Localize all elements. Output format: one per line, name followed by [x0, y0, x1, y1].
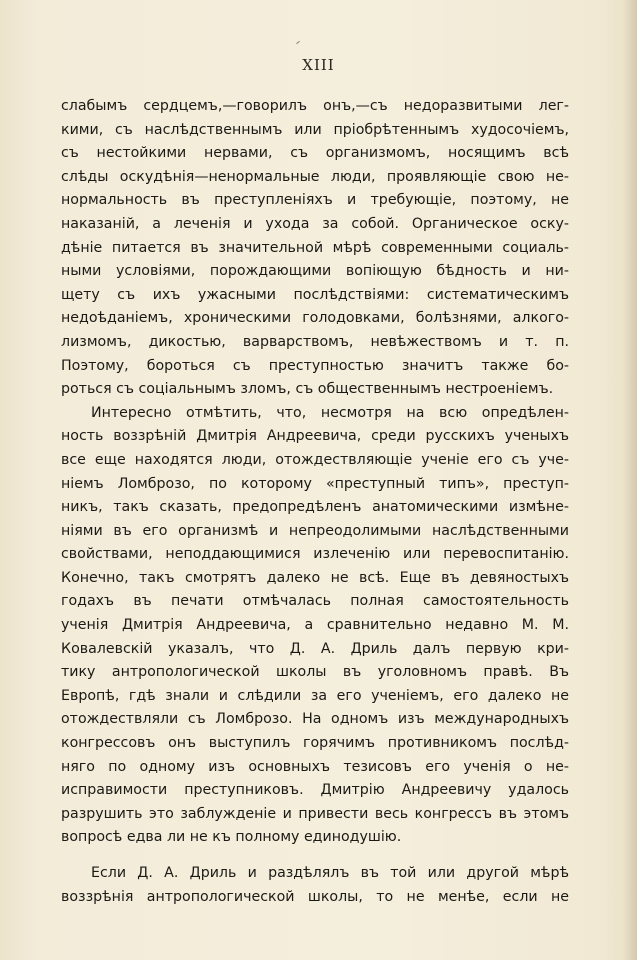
text-line: кими, съ наслѣдственнымъ или пріобрѣтеннымъ худосочіемъ,: [61, 121, 569, 138]
text-line: тику антропологической школы въ уголовномъ правѣ. Въ: [61, 664, 569, 681]
text-line: вопросѣ едва ли не къ полному единодушію.: [61, 829, 402, 846]
text-line: исправимости преступниковъ. Дмитрію Андреевичу удалось: [61, 782, 569, 799]
body-text: [61, 95, 569, 909]
text-line: никъ, такъ сказать, предопредѣленъ анатомическими измѣне-: [61, 499, 569, 516]
text-line: Европѣ, гдѣ знали и слѣдили за его ученіемъ, его далеко не: [61, 687, 569, 704]
text-line: конгрессовъ онъ выступилъ горячимъ противникомъ послѣд-: [61, 735, 569, 752]
text-line: все еще находятся люди, отождествляющіе ученіе его съ уче-: [61, 451, 569, 468]
text-line: Ковалевскій указалъ, что Д. А. Дриль далъ первую кри-: [61, 640, 569, 657]
text-line: Конечно, такъ смотрятъ далеко не всѣ. Еще въ девяностыхъ: [61, 569, 569, 586]
text-line: роться съ соціальнымъ зломъ, съ общественнымъ нестроеніемъ.: [61, 381, 554, 398]
text-line: ніемъ Ломброзо, по которому «преступный типъ», преступ-: [61, 475, 569, 492]
paragraph-3: [61, 862, 569, 909]
page-number: XIII: [302, 56, 335, 74]
ink-mark: [296, 41, 300, 44]
text-line: Если Д. А. Дриль и раздѣлялъ въ той или другой мѣрѣ: [91, 865, 569, 881]
text-line: ными условіями, порождающими вопіющую бѣдность и ни-: [61, 263, 569, 280]
text-line: отождествляли съ Ломброзо. На одномъ изъ международныхъ: [61, 711, 569, 728]
text-line: няго по одному изъ основныхъ тезисовъ его ученія о не-: [61, 758, 569, 775]
text-line: Поэтому, бороться съ преступностью значитъ также бо-: [61, 357, 569, 374]
text-line: лизмомъ, дикостью, варварствомъ, невѣжествомъ и т. п.: [61, 333, 569, 350]
text-line: разрушить это заблужденіе и привести весь конгрессъ въ этомъ: [61, 805, 569, 822]
text-line: ность воззрѣній Дмитрія Андреевича, среди русскихъ ученыхъ: [61, 428, 569, 445]
text-line: нормальность въ преступленіяхъ и требующіе, поэтому, не: [61, 192, 569, 209]
text-line: свойствами, неподдающимися излеченію или перевоспитанію.: [61, 546, 569, 563]
text-line: недоѣданіемъ, хроническими голодовками, болѣзнями, алкого-: [61, 310, 569, 327]
text-line: слѣды оскудѣнія—ненормальные люди, проявляющіе свою не-: [61, 168, 569, 185]
paragraph-2: [61, 402, 569, 850]
text-line: Интересно отмѣтить, что, несмотря на всю опредѣлен-: [91, 404, 569, 421]
text-line: съ нестойкими нервами, съ организмомъ, носящимъ всѣ: [61, 145, 569, 162]
text-line: годахъ въ печати отмѣчалась полная самостоятельность: [61, 593, 569, 610]
text-line: слабымъ сердцемъ,—говорилъ онъ,—съ недоразвитыми лег-: [61, 98, 569, 114]
text-line: дѣніе питается въ значительной мѣрѣ современными социаль-: [61, 239, 569, 256]
page-edge-shadow: [623, 0, 637, 960]
paragraph-spacer: [61, 850, 569, 862]
text-line: ніями въ его организмѣ и непреодолимыми наслѣдственными: [61, 522, 569, 539]
text-line: воззрѣнія антропологической школы, то не менѣе, если не: [61, 888, 569, 905]
paragraph-1: [61, 95, 569, 402]
text-line: щету съ ихъ ужасными послѣдствіями: систематическимъ: [61, 286, 569, 303]
text-line: наказаній, а леченія и ухода за собой. Органическое оску-: [61, 215, 569, 232]
text-line: ученія Дмитрія Андреевича, а сравнительно недавно М. М.: [61, 617, 569, 634]
